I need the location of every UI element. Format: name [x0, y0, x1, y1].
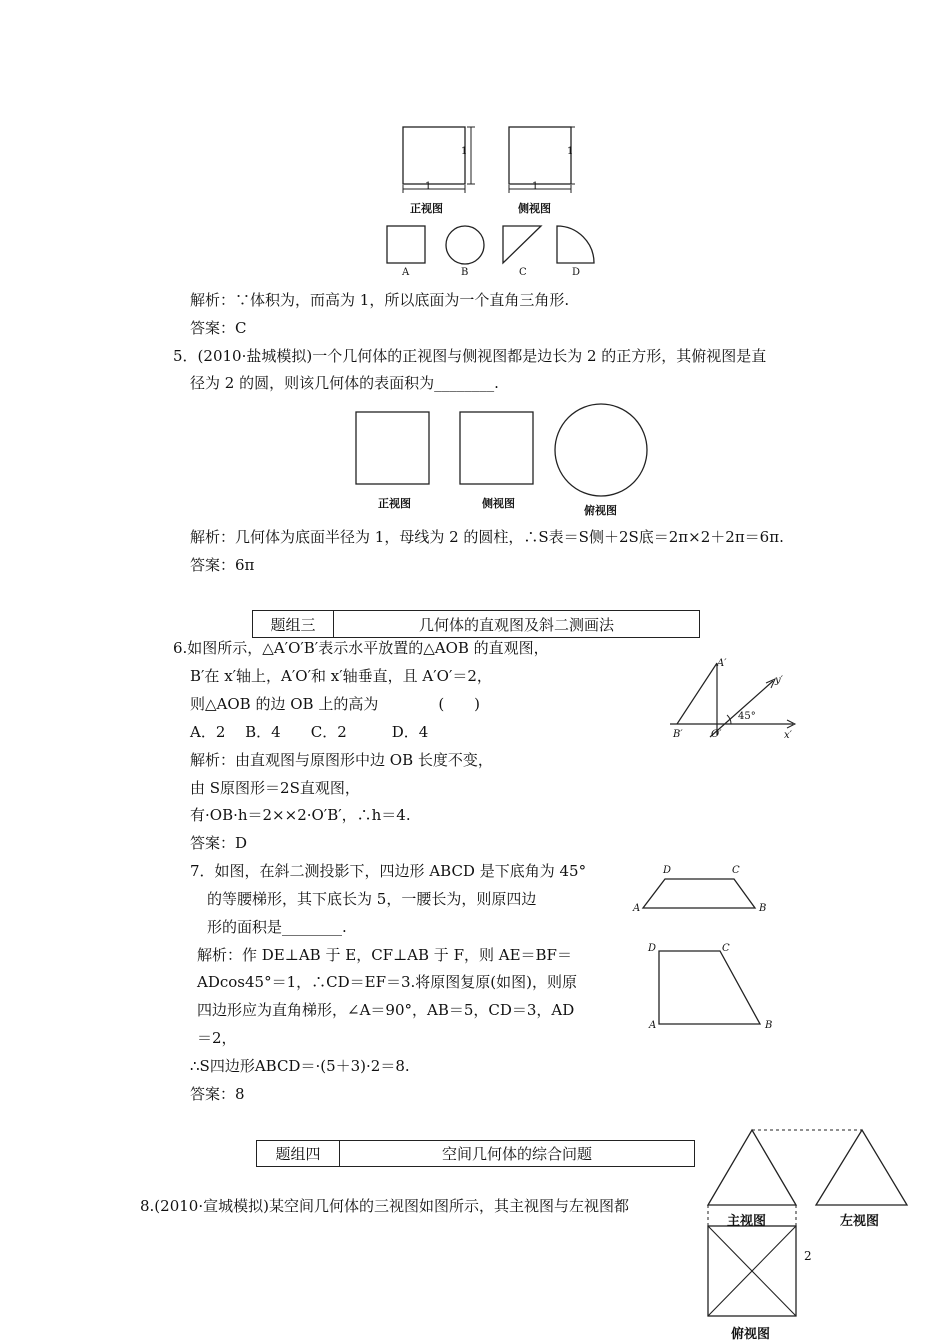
- side-view-label: 侧视图: [518, 202, 551, 215]
- segment-a-b: [677, 663, 717, 724]
- q7-analysis-3: 四边形应为直角梯形，∠A＝90°，AB＝5，CD＝3，AD: [197, 1001, 575, 1019]
- dim-front-height: 1: [461, 146, 468, 157]
- q7-answer: 答案：8: [190, 1085, 245, 1103]
- q7-trap-a: A: [633, 903, 641, 914]
- q7-trap-b: B: [759, 903, 767, 914]
- q7-question-line2: 的等腰梯形，其下底长为 5，一腰长为，则原四边: [207, 890, 537, 908]
- group3-name: 题组三: [253, 611, 334, 637]
- dim-side-width: 1: [532, 181, 539, 192]
- q6-question-line2: B′在 x′轴上，A′O′和 x′轴垂直，且 A′O′＝2，: [190, 667, 492, 685]
- front-view-label: 正视图: [410, 202, 443, 215]
- choice-b-circle: [446, 226, 484, 264]
- q6-label-a: A′: [717, 658, 727, 669]
- q4-answer: 答案：C: [190, 319, 247, 337]
- q5-answer: 答案：6π: [190, 556, 255, 574]
- q5-figure: [355, 400, 635, 500]
- q6-question-line3: 则△AOB 的边 OB 上的高为 ( ): [190, 695, 481, 713]
- q6-options: A．2 B．4 C．2 D．4: [190, 723, 429, 741]
- group3-title: 几何体的直观图及斜二测画法: [418, 615, 614, 634]
- q7-question-line3: 形的面积是________.: [207, 918, 347, 936]
- choice-d-label: D: [572, 267, 581, 278]
- q5-side-label: 侧视图: [482, 497, 515, 510]
- q6-label-o: O′: [711, 729, 722, 740]
- q7-question-line1: 7．如图，在斜二测投影下，四边形 ABCD 是下底角为 45°: [190, 862, 587, 880]
- q7-right-c: C: [722, 943, 730, 954]
- choice-c-label: C: [519, 267, 527, 278]
- choice-d-quarter-circle: [557, 226, 594, 263]
- dim-side-height: 1: [567, 146, 574, 157]
- q7-right-a: A: [649, 1020, 657, 1031]
- q5-side-square: [460, 412, 533, 484]
- q7-analysis-5: ∴S四边形ABCD＝·(5＋3)·2＝8.: [190, 1057, 410, 1075]
- main-view-triangle: [708, 1130, 796, 1205]
- group4-header: [256, 1140, 695, 1167]
- dim-front-width: 1: [425, 181, 432, 192]
- q6-question-line1: 6.如图所示，△A′O′B′表示水平放置的△AOB 的直观图，: [173, 639, 549, 657]
- front-view-square: [403, 127, 468, 184]
- q7-right-d: D: [648, 943, 657, 954]
- q5-front-square: [356, 412, 429, 484]
- q7-trap-c: C: [732, 865, 740, 876]
- group4-title: 空间几何体的综合问题: [441, 1145, 592, 1163]
- q8-dim: 2: [804, 1249, 812, 1263]
- choice-c-triangle: [503, 226, 541, 263]
- q8-left-view-label: 左视图: [840, 1214, 880, 1229]
- q8-question-line1: 8.(2010·宣城模拟)某空间几何体的三视图如图所示，其主视图与左视图都: [140, 1197, 629, 1215]
- q7-trapezoid-figure: [640, 870, 760, 915]
- q7-trap-d: D: [663, 865, 672, 876]
- side-view-square: [509, 127, 574, 184]
- q5-top-label: 俯视图: [584, 504, 617, 517]
- q6-label-x: x′: [784, 730, 792, 741]
- q6-calc2: 有·OB·h＝2××2·O′B′，∴h＝4.: [190, 806, 411, 824]
- q7-right-trapezoid-figure: [655, 945, 775, 1030]
- q4-analysis: 解析：∵体积为，而高为 1，所以底面为一个直角三角形.: [190, 291, 570, 309]
- q7-analysis-1: 解析：作 DE⊥AB 于 E，CF⊥AB 于 F，则 AE＝BF＝: [197, 946, 572, 964]
- q6-answer: 答案：D: [190, 834, 248, 852]
- choice-a-square: [387, 226, 425, 263]
- q7-analysis-2: ADcos45°＝1，∴CD＝EF＝3.将原图复原(如图)，则原: [197, 973, 577, 991]
- q6-label-y: y′: [775, 675, 783, 686]
- q8-top-view-label: 俯视图: [731, 1327, 771, 1342]
- choice-b-label: B: [461, 267, 469, 278]
- q6-label-angle: 45°: [738, 711, 756, 722]
- q5-question-line1: 5．(2010·盐城模拟)一个几何体的正视图与侧视图都是边长为 2 的正方形，其俯视图是直: [173, 347, 767, 365]
- q6-calc1: 由 S原图形＝2S直观图，: [190, 779, 360, 797]
- group4-name: 题组四: [257, 1141, 340, 1166]
- left-view-triangle: [816, 1130, 907, 1205]
- group3-header: [252, 610, 700, 638]
- q5-analysis: 解析：几何体为底面半径为 1，母线为 2 的圆柱，∴S表＝S侧＋2S底＝2π×2＋2π＝6π.: [190, 528, 784, 546]
- q8-main-view-label: 主视图: [727, 1214, 767, 1229]
- q6-analysis: 解析：由直观图与原图形中边 OB 长度不变，: [190, 751, 493, 769]
- q7-right-b: B: [765, 1020, 773, 1031]
- choice-a-label: A: [402, 267, 410, 278]
- q5-front-label: 正视图: [378, 497, 411, 510]
- q7-analysis-4: ＝2，: [197, 1029, 237, 1047]
- q5-question-line2: 径为 2 的圆，则该几何体的表面积为________.: [190, 374, 499, 392]
- q5-top-circle: [555, 404, 647, 496]
- q6-label-b: B′: [673, 729, 683, 740]
